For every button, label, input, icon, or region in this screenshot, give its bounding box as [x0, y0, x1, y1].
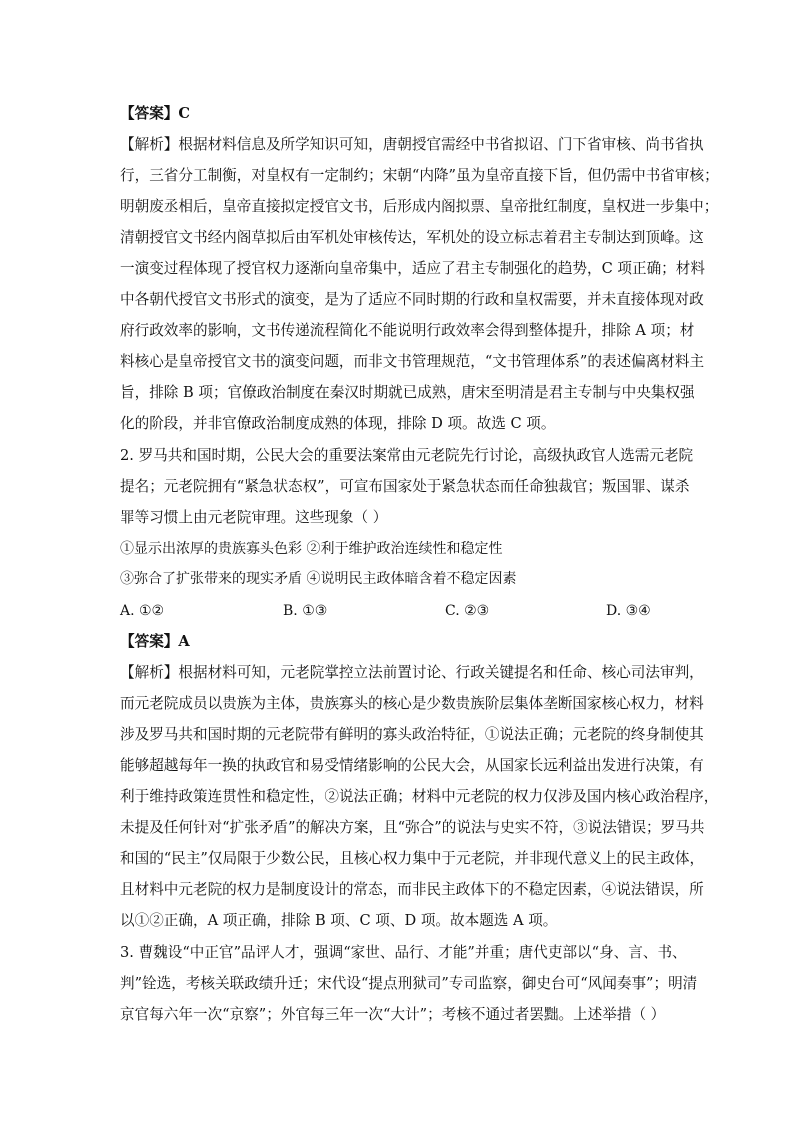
q2-analysis-line: 和国的“民主”仅局限于少数公民，且核心权力集中于元老院，并非现代意义上的民主政体，: [120, 850, 705, 867]
q2-statement: ①显示出浓厚的贵族寡头色彩 ②利于维护政治连续性和稳定性: [120, 541, 503, 557]
q3-stem-line: 3. 曹魏设“中正官”品评人才，强调“家世、品行、才能”并重；唐代吏部以“身、言、书、: [120, 944, 687, 961]
q2-analysis-line: 而元老院成员以贵族为主体，贵族寡头的核心是少数贵族阶层集体垄断国家核心权力，材料: [120, 695, 704, 712]
q1-analysis-line: 清朝授官文书经内阁草拟后由军机处审核传达，军机处的设立标志着君主专制达到顶峰。这: [120, 229, 704, 246]
q2-answer: 【答案】A: [120, 633, 190, 650]
q1-analysis-line: 行，三省分工制衡，对皇权有一定制约；宋朝“内降”虽为皇帝直接下旨，但仍需中书省审核；: [120, 167, 719, 184]
q1-analysis-line: 明朝废丞相后，皇帝直接拟定授官文书，后形成内阁拟票、皇帝批红制度，皇权进一步集中；: [120, 198, 719, 215]
q1-analysis-line: 化的阶段，并非官僚政治制度成熟的体现，排除 D 项。故选 C 项。: [120, 415, 556, 432]
q2-analysis-line: 且材料中元老院的权力是制度设计的常态，而非民主政体下的不稳定因素，④说法错误，所: [120, 881, 704, 898]
q1-analysis-line: 料核心是皇帝授官文书的演变问题，而非文书管理规范，“文书管理体系”的表述偏离材料主: [120, 353, 705, 370]
q2-stem-line: 2. 罗马共和国时期，公民大会的重要法案常由元老院先行讨论，高级执政官人选需元老院: [120, 447, 694, 464]
q3-stem-line: 京官每六年一次“京察”；外官每三年一次“大计”；考核不通过者罢黜。上述举措（ ）: [120, 1006, 666, 1023]
q2-option-a: A. ①②: [120, 603, 165, 619]
q1-analysis-line: 府行政效率的影响，文书传递流程简化不能说明行政效率会得到整体提升，排除 A 项；材: [120, 322, 695, 339]
q1-analysis-line: 【解析】根据材料信息及所学知识可知，唐朝授官需经中书省拟诏、门下省审核、尚书省执: [120, 136, 704, 153]
q2-analysis-line: 利于维持政策连贯性和稳定性，②说法正确；材料中元老院的权力仅涉及国内核心政治程序，: [120, 788, 719, 805]
q2-analysis-line: 未提及任何针对“扩张矛盾”的解决方案，且“弥合”的说法与史实不符，③说法错误；罗马共: [120, 819, 705, 836]
q2-option-d: D. ③④: [606, 603, 651, 619]
q2-analysis-line: 【解析】根据材料可知，元老院掌控立法前置讨论、行政关键提名和任命、核心司法审判，: [120, 664, 704, 681]
q2-stem-line: 提名；元老院拥有“紧急状态权”，可宣布国家处于紧急状态而任命独裁官；叛国罪、谋杀: [120, 478, 690, 495]
q2-stem-line: 罪等习惯上由元老院审理。这些现象（ ）: [120, 509, 388, 526]
q2-analysis-line: 能够超越每年一换的执政官和易受情绪影响的公民大会，从国家长远利益出发进行决策，有: [120, 757, 704, 774]
q3-stem-line: 判”铨选，考核关联政绩升迁；宋代设“提点刑狱司”专司监察，御史台可“风闻奏事”；明清: [120, 975, 698, 992]
q2-analysis-line: 涉及罗马共和国时期的元老院带有鲜明的寡头政治特征，①说法正确；元老院的终身制使其: [120, 726, 704, 743]
q2-option-b: B. ①③: [283, 603, 328, 619]
q1-analysis-line: 一演变过程体现了授官权力逐渐向皇帝集中，适应了君主专制强化的趋势，C 项正确；材料: [120, 260, 705, 277]
q1-analysis-line: 旨，排除 B 项；官僚政治制度在秦汉时期就已成熟，唐宋至明清是君主专制与中央集权强: [120, 384, 695, 401]
q2-option-c: C. ②③: [445, 603, 490, 619]
q2-analysis-line: 以①②正确，A 项正确，排除 B 项、C 项、D 项。故本题选 A 项。: [120, 912, 558, 929]
q2-statement: ③弥合了扩张带来的现实矛盾 ④说明民主政体暗含着不稳定因素: [120, 571, 517, 587]
q1-answer: 【答案】C: [120, 105, 190, 122]
q1-analysis-line: 中各朝代授官文书形式的演变，是为了适应不同时期的行政和皇权需要，并未直接体现对政: [120, 291, 704, 308]
